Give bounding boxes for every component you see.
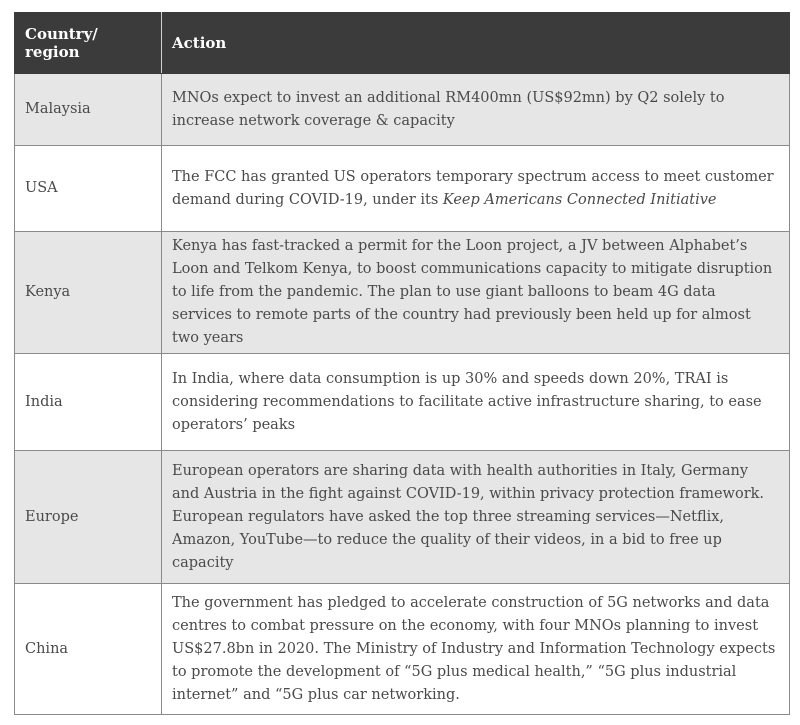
- row-action: Kenya has fast-tracked a permit for the Loon project, a JV between Alphabet’s Loon and Telkom Kenya, to boost communications capacity to mitigate disruption to life from the pandemic. The plan to use giant balloons to beam 4G data services to remote parts of the country had previously been held up for almost two years: [162, 232, 790, 354]
- table-row: [15, 584, 790, 715]
- row-action: MNOs expect to invest an additional RM400mn (US$92mn) by Q2 solely to increase network coverage & capacity: [162, 74, 790, 146]
- row-action: European operators are sharing data with health authorities in Italy, Germany and Austria in the fight against COVID-19, within privacy protection framework. European regulators have asked the top three streaming services—Netflix, Amazon, YouTube—to reduce the quality of their videos, in a bid to free up capacity: [162, 451, 790, 584]
- header-country: Country/ region: [15, 13, 162, 74]
- row-action-text: The FCC has granted US operators temporary spectrum access to meet customer demand during COVID-19, under its: [172, 168, 774, 208]
- row-country: Malaysia: [15, 74, 162, 146]
- table-header: [15, 13, 790, 74]
- country-action-table: [14, 12, 790, 715]
- row-action-italic: Keep Americans Connected Initiative: [442, 191, 717, 208]
- row-country: India: [15, 354, 162, 451]
- row-action: [162, 146, 790, 232]
- row-country: China: [15, 584, 162, 715]
- table-row: [15, 232, 790, 354]
- row-action: The government has pledged to accelerate construction of 5G networks and data centres to combat pressure on the economy, with four MNOs planning to invest US$27.8bn in 2020. The Ministry of Industry and Information Technology expects to promote the development of “5G plus medical health,” “5G plus industrial internet” and “5G plus car networking.: [162, 584, 790, 715]
- row-country: Kenya: [15, 232, 162, 354]
- table-row: [15, 451, 790, 584]
- table-row: [15, 74, 790, 146]
- row-action: In India, where data consumption is up 30% and speeds down 20%, TRAI is considering recommendations to facilitate active infrastructure sharing, to ease operators’ peaks: [162, 354, 790, 451]
- table-body: [15, 74, 790, 715]
- table-row: [15, 354, 790, 451]
- header-action: Action: [162, 13, 790, 74]
- row-country: Europe: [15, 451, 162, 584]
- table-row: [15, 146, 790, 232]
- header-row: [15, 13, 790, 74]
- row-country: USA: [15, 146, 162, 232]
